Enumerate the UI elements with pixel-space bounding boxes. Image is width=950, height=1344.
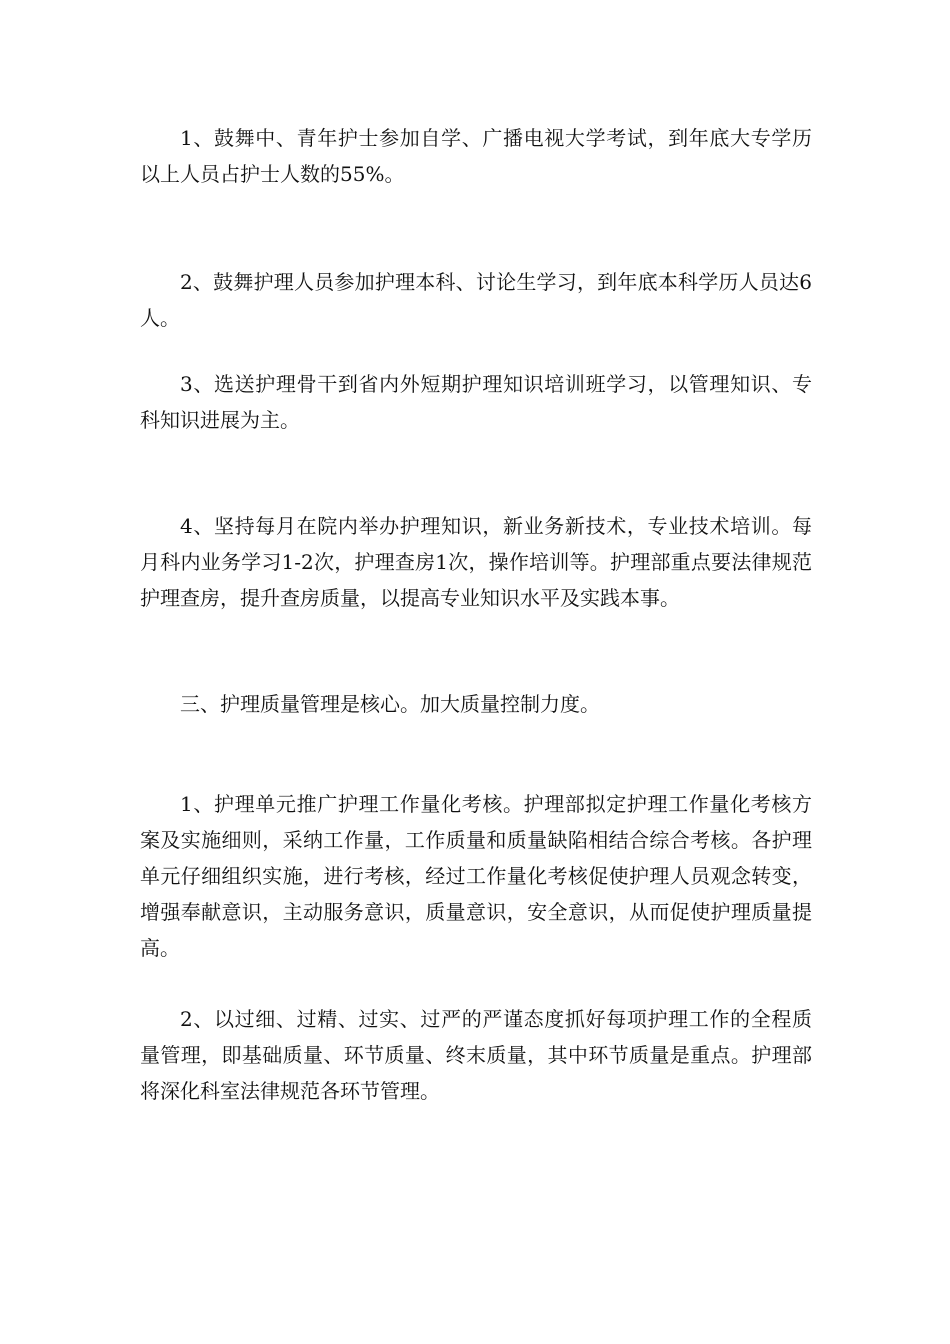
paragraph-1-graduate-education: 1、鼓舞中、青年护士参加自学、广播电视大学考试，到年底大专学历以上人员占护士人数的55%。 — [140, 126, 812, 186]
paragraph-quality-assessment: 1、护理单元推广护理工作量化考核。护理部拟定护理工作量化考核方案及实施细则，采纳工作量，工作质量和质量缺陷相结合综合考核。各护理单元仔细组织实施，进行考核，经过工作量化考核促使护理人员观念转变，增强奉献意识，主动服务意识，质量意识，安全意识，从而促使护理质量提高。 — [140, 792, 812, 960]
paragraph-2-undergraduate-study: 2、鼓舞护理人员参加护理本科、讨论生学习，到年底本科学历人员达6人。 — [140, 270, 812, 330]
paragraph-quality-process: 2、以过细、过精、过实、过严的严谨态度抓好每项护理工作的全程质量管理，即基础质量、环节质量、终末质量，其中环节质量是重点。护理部将深化科室法律规范各环节管理。 — [140, 1007, 812, 1103]
paragraph-4-monthly-training: 4、坚持每月在院内举办护理知识，新业务新技术，专业技术培训。每月科内业务学习1-2次，护理查房1次，操作培训等。护理部重点要法律规范护理查房，提升查房质量，以提高专业知识水平及实践本事。 — [140, 514, 812, 610]
paragraph-3-training-program: 3、选送护理骨干到省内外短期护理知识培训班学习，以管理知识、专科知识进展为主。 — [140, 372, 812, 432]
section-heading-quality-management: 三、护理质量管理是核心。加大质量控制力度。 — [180, 692, 600, 716]
